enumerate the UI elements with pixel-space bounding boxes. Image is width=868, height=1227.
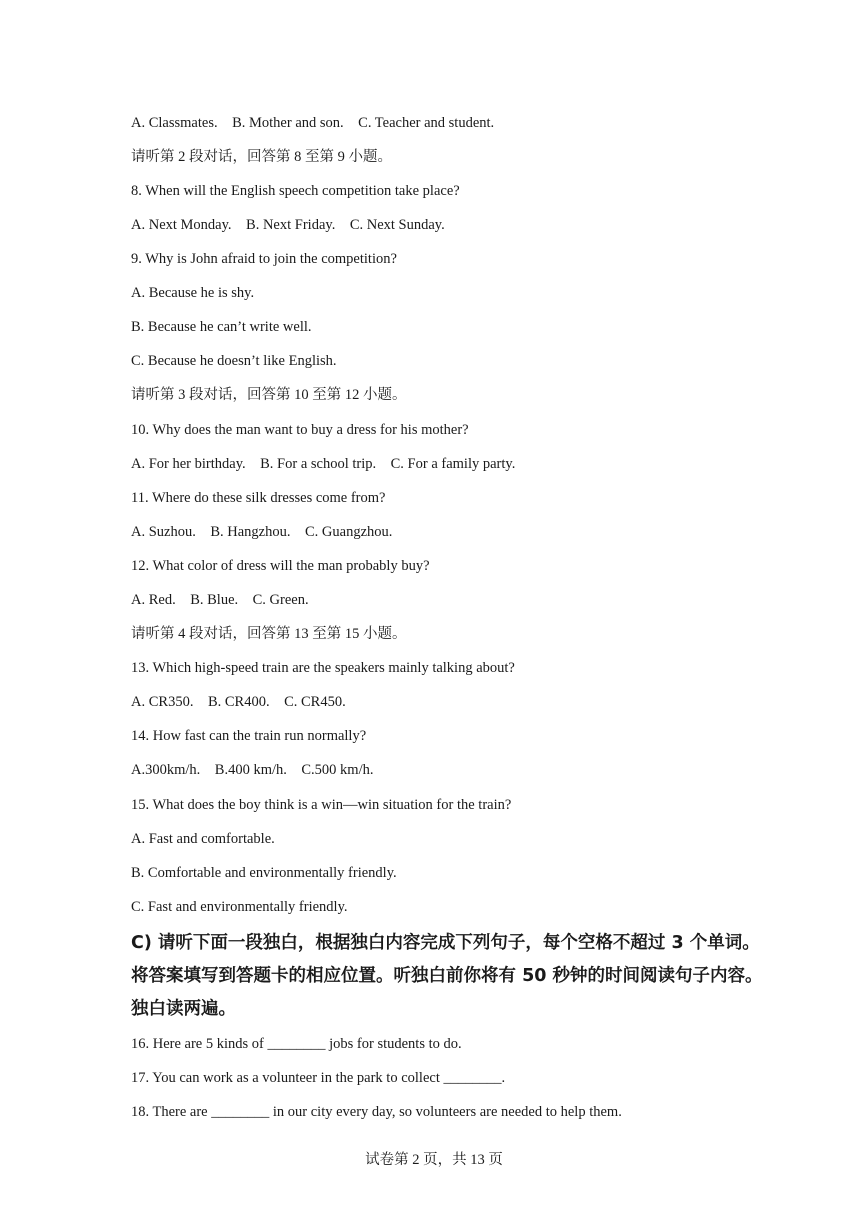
question-8: 8. When will the English speech competition take place? xyxy=(131,183,460,199)
option-15a: A. Fast and comfortable. xyxy=(131,831,275,847)
section-c-heading-line-1: C) 请听下面一段独白，根据独白内容完成下列句子，每个空格不超过 3 个单词。 xyxy=(131,933,760,953)
question-18: 18. There are ________ in our city every day, so volunteers are needed to help them. xyxy=(131,1104,622,1120)
section-c-heading-line-3: 独白读两遍。 xyxy=(131,999,236,1019)
answer-options-14: A.300km/h. B.400 km/h. C.500 km/h. xyxy=(131,762,374,778)
instruction-dialogue-3: 请听第 3 段对话，回答第 10 至第 12 小题。 xyxy=(131,387,407,403)
page-footer: 试卷第 2 页，共 13 页 xyxy=(365,1152,503,1168)
option-9a: A. Because he is shy. xyxy=(131,285,255,301)
instruction-dialogue-4: 请听第 4 段对话，回答第 13 至第 15 小题。 xyxy=(131,626,407,642)
option-15b: B. Comfortable and environmentally friendly. xyxy=(131,865,397,881)
answer-options-7: A. Classmates. B. Mother and son. C. Teacher and student. xyxy=(131,115,495,131)
question-10: 10. Why does the man want to buy a dress for his mother? xyxy=(131,422,469,438)
option-9c: C. Because he doesn’t like English. xyxy=(131,353,337,369)
instruction-dialogue-2: 请听第 2 段对话，回答第 8 至第 9 小题。 xyxy=(131,149,392,165)
option-15c: C. Fast and environmentally friendly. xyxy=(131,899,348,915)
answer-options-13: A. CR350. B. CR400. C. CR450. xyxy=(131,694,346,710)
answer-options-11: A. Suzhou. B. Hangzhou. C. Guangzhou. xyxy=(131,524,393,540)
question-14: 14. How fast can the train run normally? xyxy=(131,728,367,744)
question-15: 15. What does the boy think is a win—win situation for the train? xyxy=(131,797,512,813)
answer-options-10: A. For her birthday. B. For a school trip. C. For a family party. xyxy=(131,456,516,472)
question-13: 13. Which high-speed train are the speakers mainly talking about? xyxy=(131,660,515,676)
question-16: 16. Here are 5 kinds of ________ jobs for students to do. xyxy=(131,1036,462,1052)
section-c-heading-line-2: 将答案填写到答题卡的相应位置。听独白前你将有 50 秒钟的时间阅读句子内容。 xyxy=(131,966,763,986)
question-17: 17. You can work as a volunteer in the park to collect ________. xyxy=(131,1070,506,1086)
answer-options-8: A. Next Monday. B. Next Friday. C. Next Sunday. xyxy=(131,217,445,233)
question-11: 11. Where do these silk dresses come from? xyxy=(131,490,386,506)
answer-options-12: A. Red. B. Blue. C. Green. xyxy=(131,592,309,608)
option-9b: B. Because he can’t write well. xyxy=(131,319,312,335)
question-12: 12. What color of dress will the man probably buy? xyxy=(131,558,430,574)
question-9: 9. Why is John afraid to join the competition? xyxy=(131,251,397,267)
